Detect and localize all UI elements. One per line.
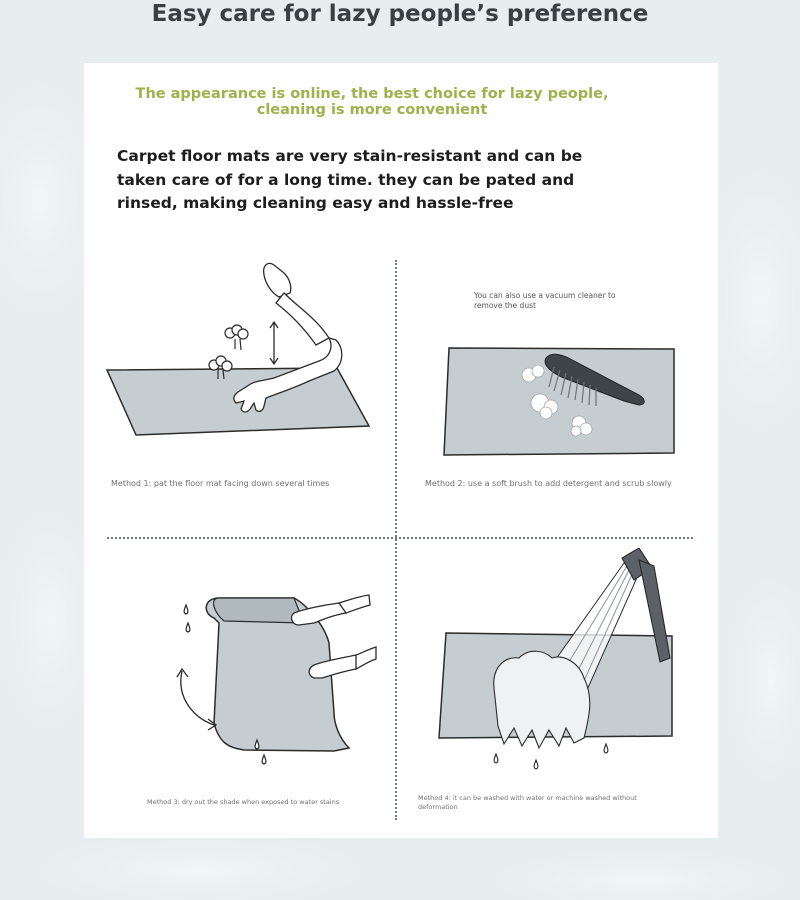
description-line-2: taken care of for a long time. they can be pated and [117, 170, 575, 189]
curved-arrow-icon [177, 669, 216, 730]
water-splash-icon [494, 651, 590, 748]
description-line-1: Carpet floor mats are very stain-resistant and can be [117, 147, 583, 165]
care-card [84, 63, 718, 838]
subtitle-line-2: cleaning is more convenient [256, 102, 488, 118]
page-title: Easy care for lazy people’s preference [151, 1, 649, 27]
description-line-3: rinsed, making cleaning easy and hassle-free [117, 194, 514, 212]
description [117, 145, 587, 216]
method-1-caption: Method 1: pat the floor mat facing down several times [111, 479, 330, 488]
dry-mat-illustration [164, 583, 379, 778]
vertical-divider [395, 260, 397, 820]
up-down-arrow-icon [270, 322, 278, 364]
vacuum-note-line-2: remove the dust [474, 301, 536, 310]
method-4-line-1: Method 4: it can be washed with water or machine washed without [418, 794, 637, 802]
horizontal-divider [107, 537, 693, 539]
method-2-caption: Method 2: use a soft brush to add detergent and scrub slowly [425, 479, 672, 488]
brush-scrub-illustration [434, 343, 684, 468]
water-drop-icon [494, 744, 608, 769]
subtitle-line-1: The appearance is online, the best choice for lazy people, [135, 86, 609, 102]
vacuum-note-line-1: You can also use a vacuum cleaner to [474, 291, 616, 300]
wash-mat-illustration [434, 548, 694, 778]
vacuum-note [474, 291, 616, 311]
pat-mat-illustration [104, 253, 379, 443]
method-3-caption: Method 3: dry out the shade when exposed to water stains [147, 798, 340, 806]
method-4-caption [418, 794, 637, 811]
method-4-line-2: deformation [418, 802, 458, 811]
subtitle [84, 86, 660, 118]
